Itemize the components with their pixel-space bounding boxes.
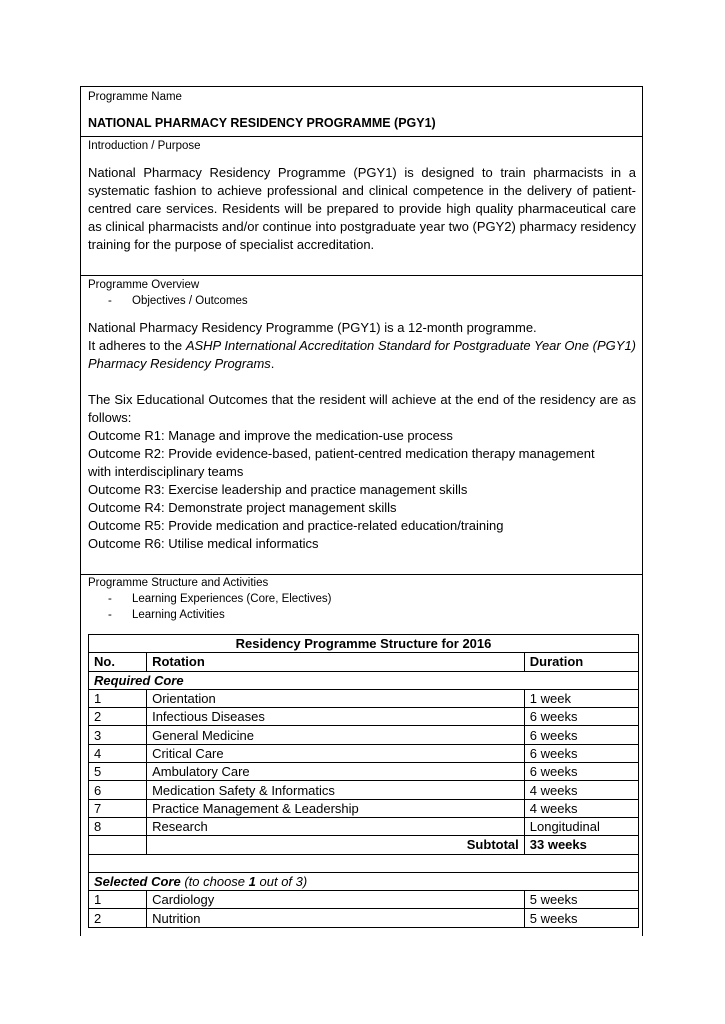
table-row — [89, 891, 639, 909]
cell-duration: 1 week — [524, 689, 638, 707]
cell-duration: 6 weeks — [524, 708, 638, 726]
cell-duration: 5 weeks — [524, 909, 638, 927]
cell-rotation: General Medicine — [147, 726, 525, 744]
cell-no: 7 — [89, 799, 147, 817]
table-row — [89, 726, 639, 744]
cell-duration: 6 weeks — [524, 744, 638, 762]
cell-no: 3 — [89, 726, 147, 744]
header-no: No. — [89, 653, 147, 671]
overview-label: Programme Overview — [88, 279, 200, 291]
selected-core-rows — [89, 891, 639, 928]
programme-name-section — [81, 87, 642, 137]
cell-rotation: Ambulatory Care — [147, 763, 525, 781]
structure-label: Programme Structure and Activities — [88, 577, 269, 589]
table-row — [89, 799, 639, 817]
outcome-item: Outcome R1: Manage and improve the medication-use process — [88, 428, 453, 443]
outcome-item: Outcome R4: Demonstrate project management skills — [88, 500, 397, 515]
required-core-rows — [89, 689, 639, 835]
programme-form — [80, 86, 643, 936]
programme-name-label: Programme Name — [88, 91, 182, 103]
table-row — [89, 708, 639, 726]
introduction-section — [81, 137, 642, 276]
subtotal-label: Subtotal — [147, 836, 525, 854]
cell-duration: 6 weeks — [524, 726, 638, 744]
outcome-item: Outcome R3: Exercise leadership and practice management skills — [88, 482, 468, 497]
cell-duration: 4 weeks — [524, 799, 638, 817]
cell-rotation: Cardiology — [147, 891, 525, 909]
overview-standard-text: It adheres to the ASHP International Accreditation Standard for Postgraduate Year One (PGY1) Pharmacy Residency Programs. — [88, 338, 636, 371]
cell-no: 2 — [89, 708, 147, 726]
table-header-row — [89, 653, 639, 671]
spacer-row — [89, 854, 639, 872]
cell-rotation: Nutrition — [147, 909, 525, 927]
subtotal-row — [89, 836, 639, 854]
structure-bullet: - Learning Activities — [108, 609, 225, 621]
cell-no: 1 — [89, 689, 147, 707]
cell-rotation: Orientation — [147, 689, 525, 707]
cell-rotation: Critical Care — [147, 744, 525, 762]
overview-duration-text: National Pharmacy Residency Programme (PGY1) is a 12-month programme. — [88, 320, 537, 335]
cell-rotation: Infectious Diseases — [147, 708, 525, 726]
outcome-item: Outcome R5: Provide medication and practice-related education/training — [88, 518, 504, 533]
selected-core-row — [89, 872, 639, 890]
table-row — [89, 744, 639, 762]
programme-structure-section — [81, 575, 642, 928]
introduction-paragraph: National Pharmacy Residency Programme (PGY1) is designed to train pharmacists in a systematic fashion to achieve professional and clinical competence in the delivery of patient-centred care services. Residents will be prepared to provide high quality pharmaceutical care as clinical pharmacists and/or continue into postgraduate year two (PGY2) pharmacy residency training for the purpose of specialist accreditation. — [88, 165, 636, 252]
table-caption-row — [89, 635, 639, 653]
cell-no: 5 — [89, 763, 147, 781]
table-row — [89, 909, 639, 927]
cell-no: 4 — [89, 744, 147, 762]
subtotal-value: 33 weeks — [524, 836, 638, 854]
introduction-label: Introduction / Purpose — [88, 140, 201, 152]
overview-bullet: - Objectives / Outcomes — [108, 295, 248, 307]
cell-duration: 4 weeks — [524, 781, 638, 799]
programme-title: NATIONAL PHARMACY RESIDENCY PROGRAMME (PGY1) — [88, 116, 436, 130]
residency-structure-table — [88, 634, 639, 928]
header-duration: Duration — [524, 653, 638, 671]
cell-duration: Longitudinal — [524, 817, 638, 835]
structure-bullet: - Learning Experiences (Core, Electives) — [108, 593, 332, 605]
cell-no: 8 — [89, 817, 147, 835]
structure-bullet-list — [88, 591, 636, 623]
cell-rotation: Research — [147, 817, 525, 835]
selected-core-label: Selected Core (to choose 1 out of 3) — [89, 872, 639, 890]
outcome-item: Outcome R2: Provide evidence-based, patient-centred medication therapy management with interdisciplinary teams — [88, 446, 595, 479]
header-rotation: Rotation — [147, 653, 525, 671]
table-row — [89, 763, 639, 781]
overview-bullet-list — [88, 293, 636, 309]
standard-name: ASHP International Accreditation Standard for Postgraduate Year One (PGY1) Pharmacy Residency Programs — [88, 338, 636, 371]
cell-no: 6 — [89, 781, 147, 799]
required-core-label: Required Core — [89, 671, 639, 689]
cell-rotation: Practice Management & Leadership — [147, 799, 525, 817]
table-caption: Residency Programme Structure for 2016 — [89, 635, 639, 653]
table-row — [89, 781, 639, 799]
programme-overview-section — [81, 276, 642, 575]
cell-no: 1 — [89, 891, 147, 909]
outcome-item: Outcome R6: Utilise medical informatics — [88, 536, 319, 551]
cell-rotation: Medication Safety & Informatics — [147, 781, 525, 799]
required-core-row — [89, 671, 639, 689]
table-row — [89, 817, 639, 835]
cell-duration: 6 weeks — [524, 763, 638, 781]
outcomes-intro-text: The Six Educational Outcomes that the resident will achieve at the end of the residency are as follows: — [88, 392, 636, 425]
cell-duration: 5 weeks — [524, 891, 638, 909]
table-row — [89, 689, 639, 707]
cell-no: 2 — [89, 909, 147, 927]
